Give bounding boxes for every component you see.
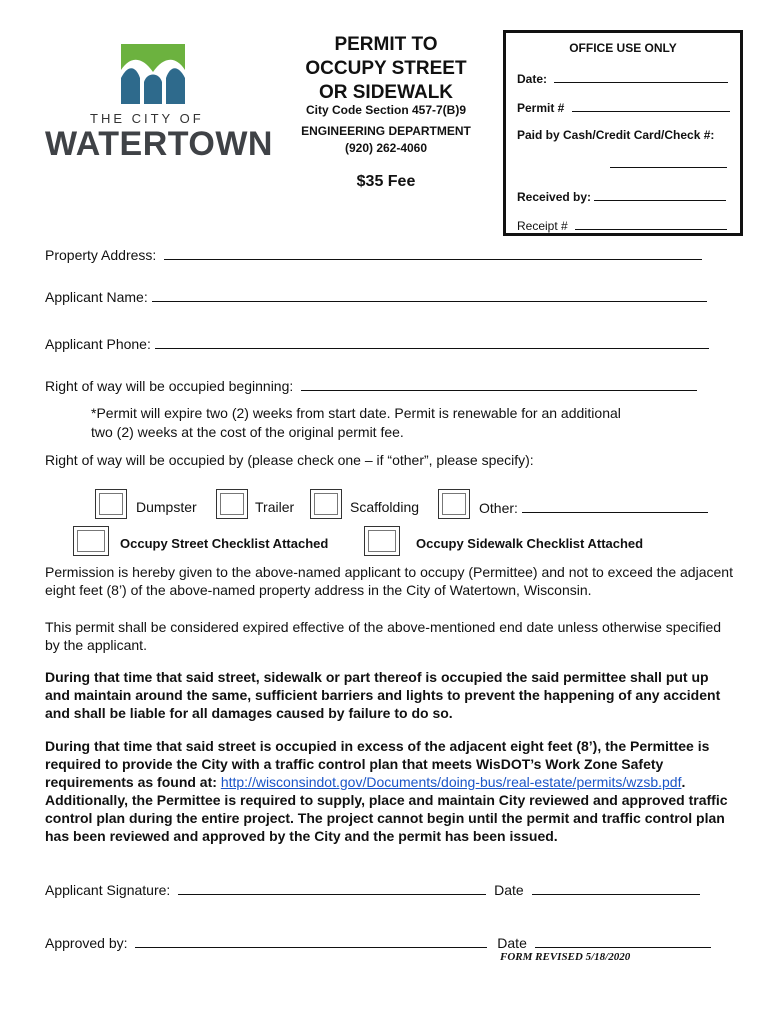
expiry-paragraph: This permit shall be considered expired effective of the above-mentioned end date unless otherwise specified by the applicant. xyxy=(45,619,722,653)
city-logo-icon xyxy=(118,44,188,106)
applicant-name-field[interactable] xyxy=(152,287,707,302)
office-receipt-row xyxy=(517,217,727,233)
title-line-2: OCCUPY STREET xyxy=(305,58,467,79)
applicant-signature-row xyxy=(45,880,700,898)
form-revised-note: FORM REVISED 5/18/2020 xyxy=(500,951,631,963)
applicant-date-field[interactable] xyxy=(532,880,700,895)
permit-title xyxy=(286,33,486,105)
trailer-label: Trailer xyxy=(255,499,295,515)
approved-by-field[interactable] xyxy=(135,933,487,948)
trailer-checkbox[interactable] xyxy=(216,489,248,519)
approved-by-row xyxy=(45,933,711,951)
traffic-control-paragraph xyxy=(45,737,735,845)
approved-by-label: Approved by: xyxy=(45,935,128,951)
office-permit-field[interactable] xyxy=(572,99,730,112)
dumpster-label: Dumpster xyxy=(136,499,197,515)
office-use-title: OFFICE USE ONLY xyxy=(569,41,677,55)
other-checkbox[interactable] xyxy=(438,489,470,519)
office-receipt-field[interactable] xyxy=(575,217,727,230)
office-received-row xyxy=(517,188,726,204)
other-specify-field[interactable] xyxy=(522,499,708,513)
office-date-row xyxy=(517,70,728,86)
applicant-date-label: Date xyxy=(494,882,524,898)
office-use-box xyxy=(503,30,743,236)
other-label: Other: xyxy=(479,500,518,516)
street-checklist-checkbox[interactable] xyxy=(73,526,109,556)
property-address-field[interactable] xyxy=(164,245,702,260)
street-checklist-label: Occupy Street Checklist Attached xyxy=(120,536,329,551)
approved-date-field[interactable] xyxy=(535,933,711,948)
office-received-label: Received by: xyxy=(517,190,592,204)
other-row xyxy=(479,499,708,516)
wisdot-link[interactable]: http://wisconsindot.gov/Documents/doing-bus/real-estate/permits/wzsb.pdf xyxy=(220,774,682,790)
logo-watertown-text: WATERTOWN xyxy=(45,125,273,163)
sidewalk-checklist-label: Occupy Sidewalk Checklist Attached xyxy=(416,536,644,551)
scaffolding-checkbox[interactable] xyxy=(310,489,342,519)
department-name: ENGINEERING DEPARTMENT xyxy=(301,124,471,138)
beginning-row xyxy=(45,376,697,394)
applicant-signature-field[interactable] xyxy=(178,880,486,895)
office-received-field[interactable] xyxy=(594,188,726,201)
applicant-phone-field[interactable] xyxy=(155,334,709,349)
office-paid-label: Paid by Cash/Credit Card/Check #: xyxy=(517,128,715,142)
expiration-note-line-1: *Permit will expire two (2) weeks from start date. Permit is renewable for an additional xyxy=(91,405,621,421)
office-permit-label: Permit # xyxy=(517,101,565,115)
barriers-paragraph: During that time that said street, sidewalk or part thereof is occupied the said permittee shall put up and maintain around the same, sufficient barriers and lights to prevent the happening of any accident and shall be liable for all damages caused by failure to do so. xyxy=(45,669,721,721)
property-address-label: Property Address: xyxy=(45,247,157,263)
beginning-label: Right of way will be occupied beginning: xyxy=(45,378,294,394)
office-date-label: Date: xyxy=(517,72,548,86)
office-permit-row xyxy=(517,99,730,115)
department-block xyxy=(280,123,492,157)
office-receipt-label: Receipt # xyxy=(517,219,568,233)
approved-date-label: Date xyxy=(497,935,527,951)
department-phone: (920) 262-4060 xyxy=(344,141,428,155)
scaffolding-label: Scaffolding xyxy=(350,499,420,515)
title-line-3: OR SIDEWALK xyxy=(318,82,454,103)
applicant-name-row xyxy=(45,287,707,305)
logo-city-of-text: THE CITY OF xyxy=(90,111,204,126)
expiration-note-line-2: two (2) weeks at the cost of the original permit fee. xyxy=(91,424,404,440)
expiration-note xyxy=(91,404,691,442)
traffic-control-text-2: . Additionally, the Permittee is required to supply, place and maintain City reviewed and approved traffic control plan during the entire project. The project cannot begin until the permit and traffic control plan has been reviewed and approved by the City and the permit has been issued. xyxy=(45,774,728,844)
dumpster-checkbox[interactable] xyxy=(95,489,127,519)
permission-paragraph: Permission is hereby given to the above-named applicant to occupy (Permittee) and not to exceed the adjacent eight feet (8’) of the above-named property address in the City of Watertown, Wisconsin. xyxy=(45,564,733,598)
permit-fee: $35 Fee xyxy=(356,173,416,190)
occupied-by-label: Right of way will be occupied by (please check one – if “other”, please specify): xyxy=(45,452,534,468)
sidewalk-checklist-checkbox[interactable] xyxy=(364,526,400,556)
applicant-name-label: Applicant Name: xyxy=(45,289,148,305)
beginning-date-field[interactable] xyxy=(301,376,697,391)
traffic-control-text: During that time that said street is occupied in excess of the adjacent eight feet (8’), the Permittee is required to provide the City with a traffic control plan that meets WisDOT’s Work Zone Safety requirements as found at: xyxy=(45,738,710,790)
applicant-phone-row xyxy=(45,334,709,352)
office-paid-field[interactable] xyxy=(610,155,727,168)
office-date-field[interactable] xyxy=(554,70,728,83)
applicant-signature-label: Applicant Signature: xyxy=(45,882,171,898)
applicant-phone-label: Applicant Phone: xyxy=(45,336,151,352)
property-address-row xyxy=(45,245,702,263)
code-section: City Code Section 457-7(B)9 xyxy=(305,103,467,117)
title-line-1: PERMIT TO xyxy=(334,34,438,55)
